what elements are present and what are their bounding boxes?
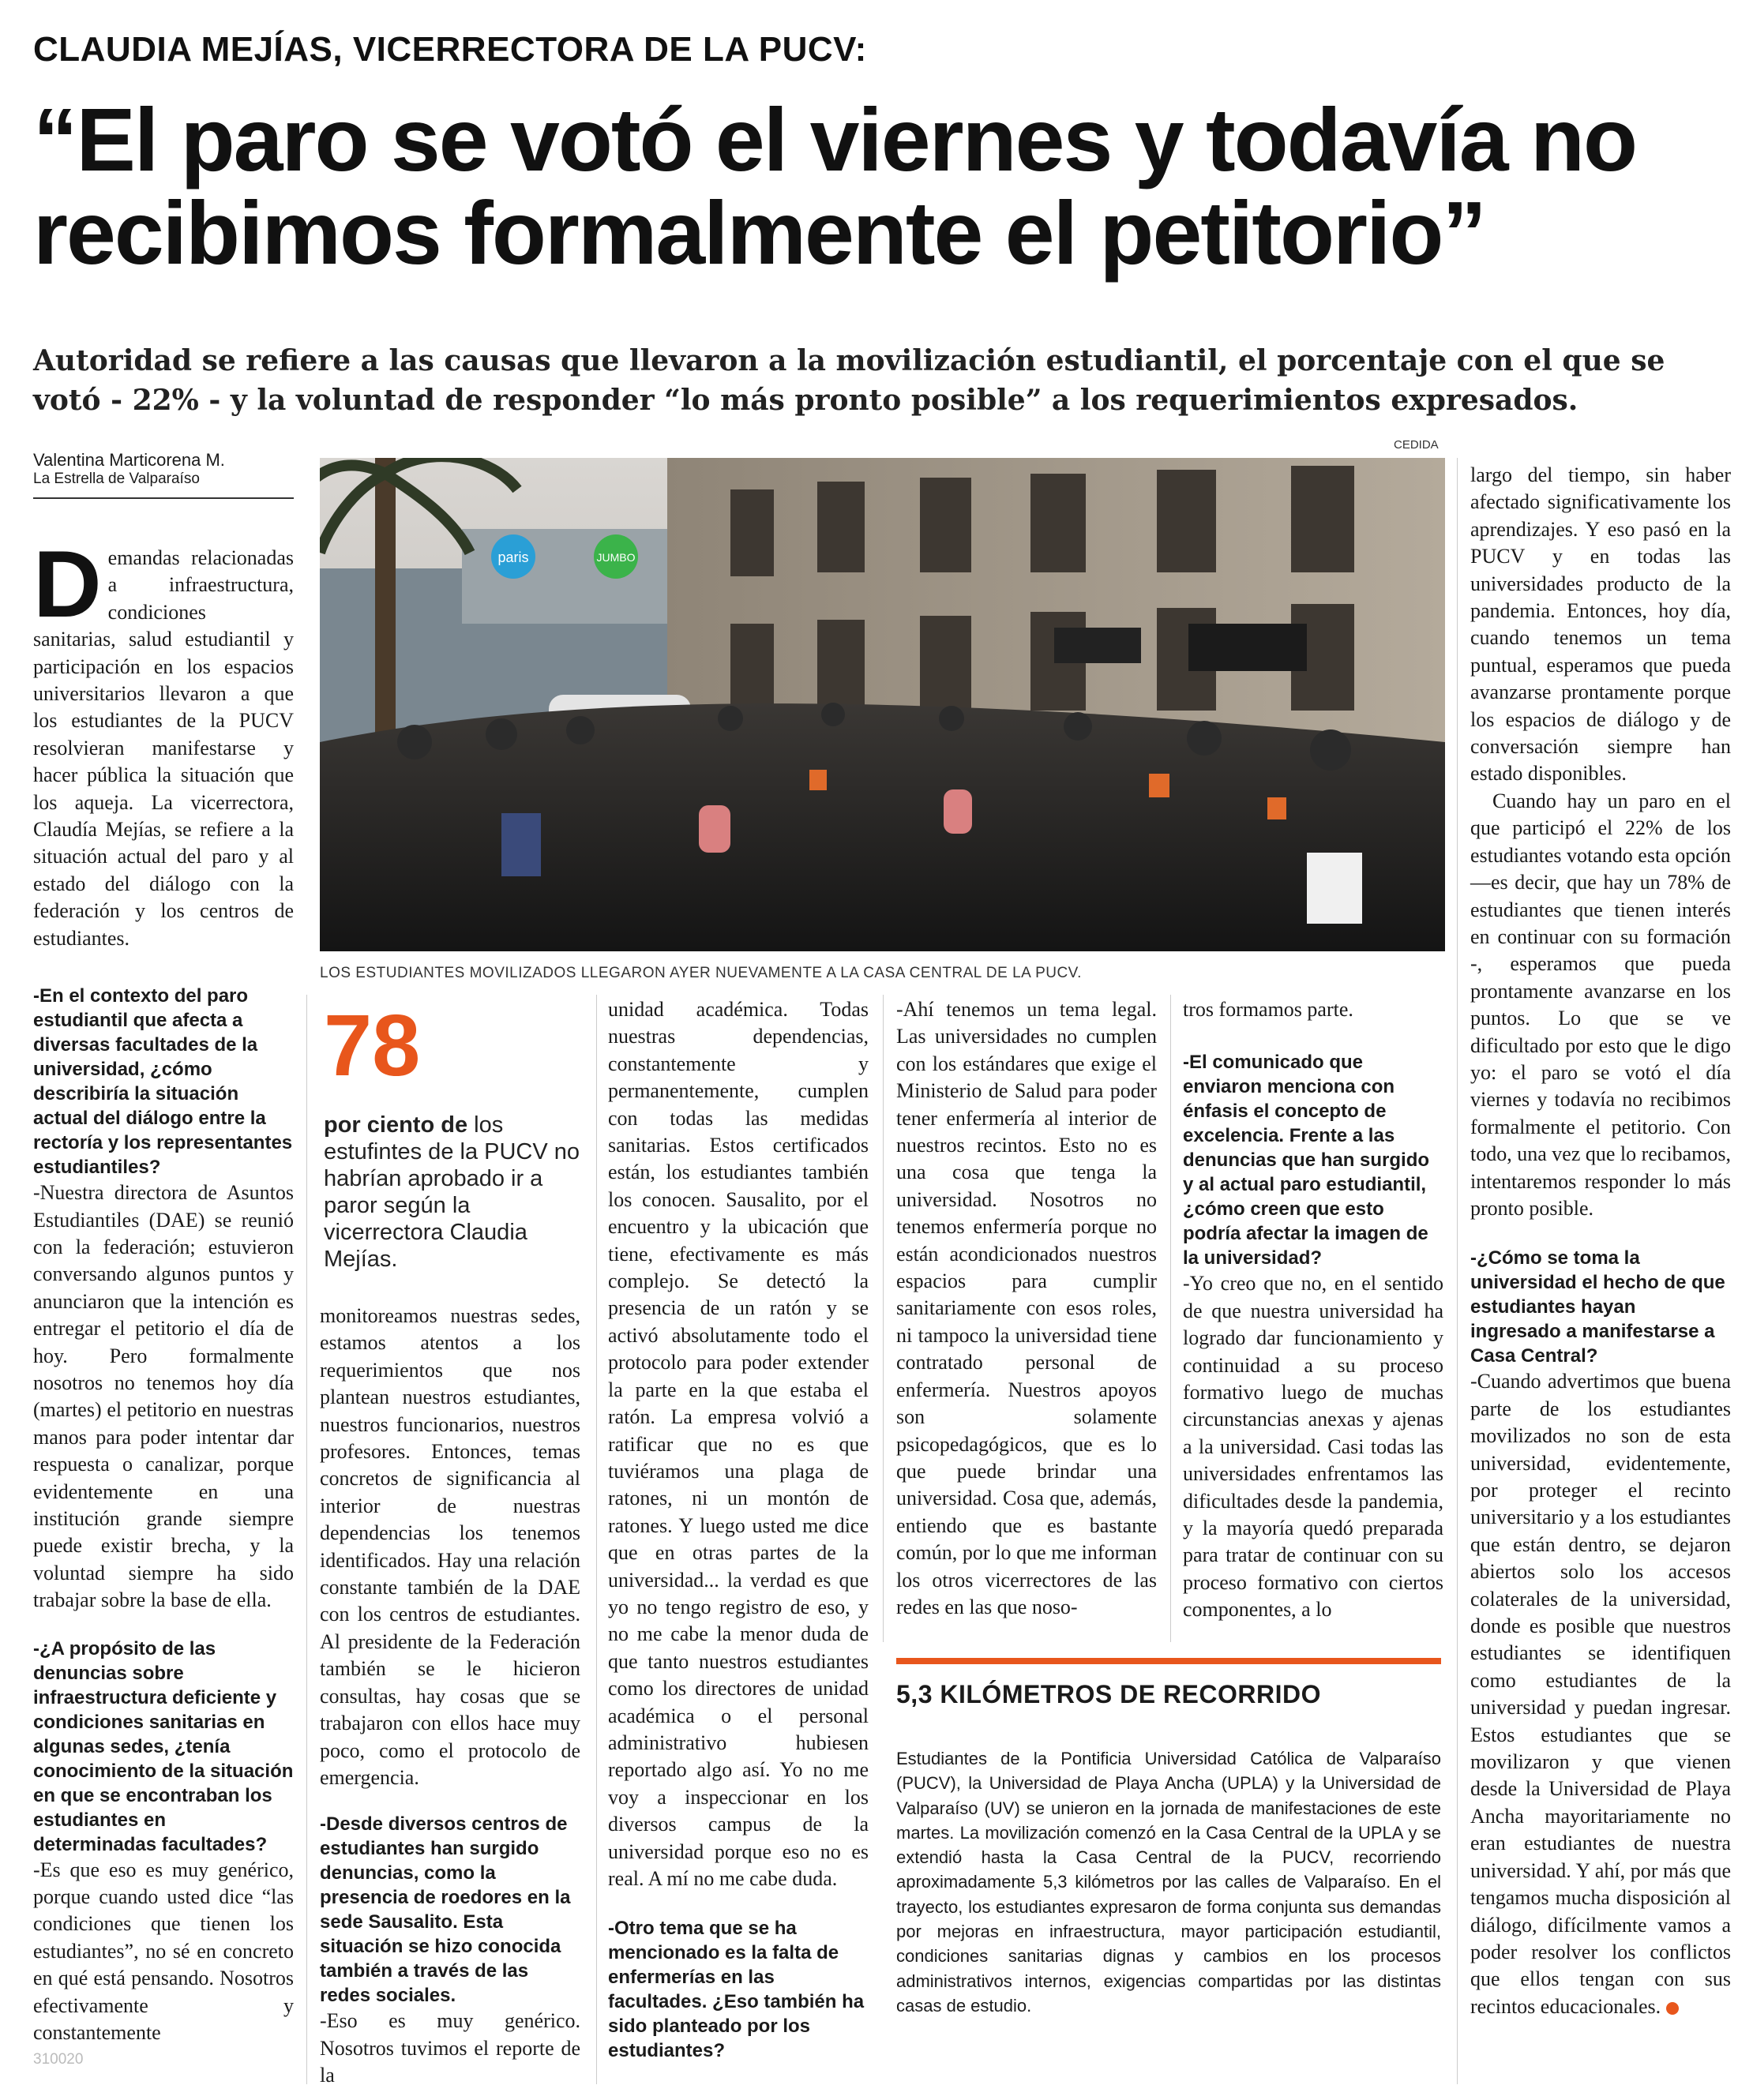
- author-name: Valentina Marticorena M.: [33, 450, 225, 470]
- store-sign-jumbo: [594, 534, 638, 579]
- column-6: [1470, 462, 1731, 2020]
- protest-photo: [320, 458, 1445, 951]
- column-4: [896, 996, 1157, 1621]
- answer-4-continued: tros formamos parte.: [1183, 998, 1353, 1021]
- svg-text:paris: paris: [497, 549, 529, 565]
- answer-4: -Ahí tenemos un tema legal. Las universidades no cumplen con los estándares que exige el Ministerio de Salud para poder tener enfermería al interior de nuestros recintos. Esto no es una cosa que tenga la universidad. Nosotros no tenemos enfermería porque no están acondicionados nuestros espacios para cumplir sanitariamente con esos roles, ni tampoco la universidad tiene contratado personal de enfermería. Nuestros apoyos son solamente psicopedagógicos, que es lo que puede brindar una universidad. Cosa que, además, entiendo que es bastante común, por lo que me informan los otros vicerrectores de las redes en las que noso-: [896, 998, 1157, 1618]
- photo-caption: LOS ESTUDIANTES MOVILIZADOS LLEGARON AYER NUEVAMENTE A LA CASA CENTRAL DE LA PUCV.: [320, 965, 1082, 981]
- store-sign-paris: [491, 534, 535, 579]
- answer-2: -Es que eso es muy genérico, porque cuando usted dice “las condiciones que tienen los estudiantes”, no sé en concreto en qué está pensando. Nosotros efectivamente y constantemente: [33, 1858, 294, 2045]
- callout-bold: por ciento de: [324, 1112, 468, 1138]
- byline: [33, 450, 294, 499]
- question-3: -Desde diversos centros de estudiantes han surgido denuncias, como la presencia de roedores en la sede Sausalito. Esta situación se hizo conocida también a través de las redes sociales.: [320, 1813, 571, 2007]
- column-divider: [596, 995, 597, 2084]
- page-code: 310020: [33, 2051, 84, 2068]
- callout-text: por ciento de los estufintes de la PUCV no habrían aprobado ir a paror según la vicerrectora Claudia Mejías.: [324, 1112, 580, 1272]
- column-5: [1183, 996, 1443, 1624]
- column-divider: [1457, 458, 1458, 2084]
- box-text: Estudiantes de la Pontificia Universidad Católica de Valparaíso (PUCV), la Universidad de Playa Ancha (UPLA) y la Universidad de Valparaíso (UV) se unieron en la jornada de manifestaciones de este martes. La movilización comenzó en la Casa Central de la UPLA y se extendió hasta la Casa Central de la PUCV, recorriendo aproximadamente 5,3 kilómetros por las calles de Valparaíso. En el trayecto, los estudiantes expresaron de forma conjunta sus demandas por mejoras en infraestructura, mayor participación estudiantil, condiciones sanitarias dignas y cambios en los procesos administrativos internos, exigencias compartidas por las distintas casas de estudio.: [896, 1749, 1441, 2016]
- answer-5-continued: largo del tiempo, sin haber afectado significativamente los aprendizajes. Y eso pasó en la PUCV y en todas las universidades producto de la pandemia. Entonces, hoy día, cuando tenemos un tema puntual, esperamos que pueda avanzarse prontamente porque los espacios de diálogo y de conversación siempre han estado disponibles.: [1470, 463, 1731, 786]
- svg-text:JUMBO: JUMBO: [596, 551, 636, 564]
- answer-2-continued: monitoreamos nuestras sedes, estamos atentos a los requerimientos que nos plantean nuestros estudiantes, nuestros funcionarios, nuestros profesores. Entonces, temas concretos de significancia al interior de nuestras dependencias los tenemos identificados. Hay una relación constante también de la DAE con los centros de estudiantes. Al presidente de la Federación también se le hicieron consultas, hay cosas que se trabajaron con ellos hace muy poco, como el protocolo de emergencia.: [320, 1304, 580, 1789]
- column-divider: [306, 995, 307, 2084]
- column-2: [320, 1303, 580, 2090]
- column-divider: [883, 995, 884, 1642]
- answer-5: -Yo creo que no, en el sentido de que nuestra universidad ha logrado dar funcionamiento y continuidad a su proceso formativo luego de muchas circunstancias anexas y ajenas a la universidad. Casi todas las universidades enfrentamos las dificultades desde la pandemia, y la mayoría quedó preparada para tratar de continuar con su proceso formativo con ciertos componentes, a lo: [1183, 1272, 1443, 1622]
- question-6: -¿Cómo se toma la universidad el hecho de que estudiantes hayan ingresado a manifestarse a Casa Central?: [1470, 1247, 1725, 1367]
- column-1: [33, 531, 294, 2046]
- headline: “El paro se votó el viernes y todavía no recibimos formalmente el petitorio”: [33, 90, 1637, 283]
- question-4: -Otro tema que se ha mencionado es la falta de enfermerías en las facultades. ¿Eso también ha sido planteado por los estudiantes?: [608, 1918, 865, 2062]
- callout-number: 78: [324, 997, 421, 1094]
- answer-5-paragraph-2: Cuando hay un paro en el que participó el 22% de los estudiantes votando esta opción —es decir, que hay un 78% de estudiantes que tienen interés en continuar con su formación -, esperamos que pueda prontamente avanzarse en los puntos. Lo que se ve dificultado por esto que le digo yo: el paro se votó el día viernes y todavía no recibimos formalmente el petitorio. Con todo, una vez que lo recibamos, intentaremos responder lo más pronto posible.: [1470, 789, 1731, 1220]
- photo-credit: CEDIDA: [1394, 438, 1439, 452]
- question-2: -¿A propósito de las denuncias sobre infraestructura deficiente y condiciones sanitarias en algunas sedes, ¿tenía conocimiento de la situación en que se encontraban los estudiantes en determinadas facultades?: [33, 1637, 294, 1855]
- box-title: 5,3 KILÓMETROS DE RECORRIDO: [896, 1680, 1321, 1708]
- answer-6: -Cuando advertimos que buena parte de los estudiantes movilizados no son de esta universidad, evidentemente, por proteger el recinto universitario y a los estudiantes que están dentro, se dejaron abiertos solo los accesos colaterales de la universidad, donde es posible que nuestros estudiantes se identifiquen como estudiantes de la universidad y puedan ingresar. Estos estudiantes que se movilizaron y que vienen desde la Universidad de Playa Ancha mayoritariamente no eran estudiantes de nuestra universidad. Y ahí, por más que tengamos mucha disposición al diálogo, difícilmente vamos a poder resolver los conflictos que ellos tengan con sus recintos educacionales.: [1470, 1370, 1731, 2018]
- answer-3: -Eso es muy genérico. Nosotros tuvimos el reporte de la: [320, 2009, 580, 2087]
- kicker: CLAUDIA MEJÍAS, VICERRECTORA DE LA PUCV:: [33, 30, 867, 69]
- question-1: -En el contexto del paro estudiantil que afecta a diversas facultades de la universidad, ¿cómo describiría la situación actual del diálogo entre la rectoría y los representantes estudiantiles?: [33, 985, 293, 1179]
- answer-3-continued: unidad académica. Todas nuestras dependencias, constantemente y permanentemente, cumplen con todas las medidas sanitarias. Estos certificados están, los estudiantes también los conocen. Sausalito, por el encuentro y la ubicación que tiene, efectivamente es más complejo. Se detectó la presencia de un ratón y se activó absolutamente todo el protocolo para poder extender la parte en la que estaba el ratón. La empresa volvió a ratificar que no es que tuviéramos una plaga de ratones, ni un montón de ratones. Y luego usted me dice que en otras partes de la universidad... la verdad es que yo no tengo registro de eso, y no me cabe la menor duda de que tanto nuestros estudiantes como los directores de unidad académica o el personal administrativo hubiesen reportado algo así. Yo no me voy a inspeccionar en los diversos campus de la universidad porque eso no es real. A mí no me cabe duda.: [608, 998, 869, 1890]
- column-3: [608, 996, 869, 2063]
- question-5: -El comunicado que enviaron menciona con énfasis el concepto de excelencia. Frente a las denuncias que han surgido y al actual paro estudiantil, ¿cómo creen que esto podría afectar la imagen de la universidad?: [1183, 1052, 1430, 1269]
- publication-name: La Estrella de Valparaíso: [33, 471, 200, 487]
- box-accent-rule: [896, 1658, 1441, 1664]
- end-mark-icon: [1666, 2002, 1679, 2015]
- answer-1: -Nuestra directora de Asuntos Estudiantiles (DAE) se reunió con la federación; estuvieron conversando algunos puntos y anunciaron que la intención es entregar el petitorio el día de hoy. Pero formalmente nosotros no tenemos hoy día (martes) el petitorio en nuestras manos para poder intentar dar respuesta o canalizar, porque evidentemente en una institución grande siempre puede existir brecha, y la voluntad siempre ha sido trabajar sobre la base de ella.: [33, 1181, 294, 1612]
- subhead: Autoridad se refiere a las causas que llevaron a la movilización estudiantil, el porcentaje con el que se votó - 22% - y la voluntad de responder “lo más pronto posible” a los requerimientos expresados.: [33, 344, 1665, 417]
- column-divider: [1170, 995, 1171, 1642]
- dropcap: D: [33, 531, 102, 637]
- intro-paragraph: Demandas relacionadas a infraestructura, condiciones sanitarias, salud estudiantil y participación en los espacios universitarios llevaron a que los estudiantes de la PUCV resolvieran manifestarse y hacer pública la situación que los aqueja. La vicerrectora, Claudía Mejías, se refiere a la situación actual del paro y al estado del diálogo con la federación y los centros de estudiantes.: [33, 531, 294, 950]
